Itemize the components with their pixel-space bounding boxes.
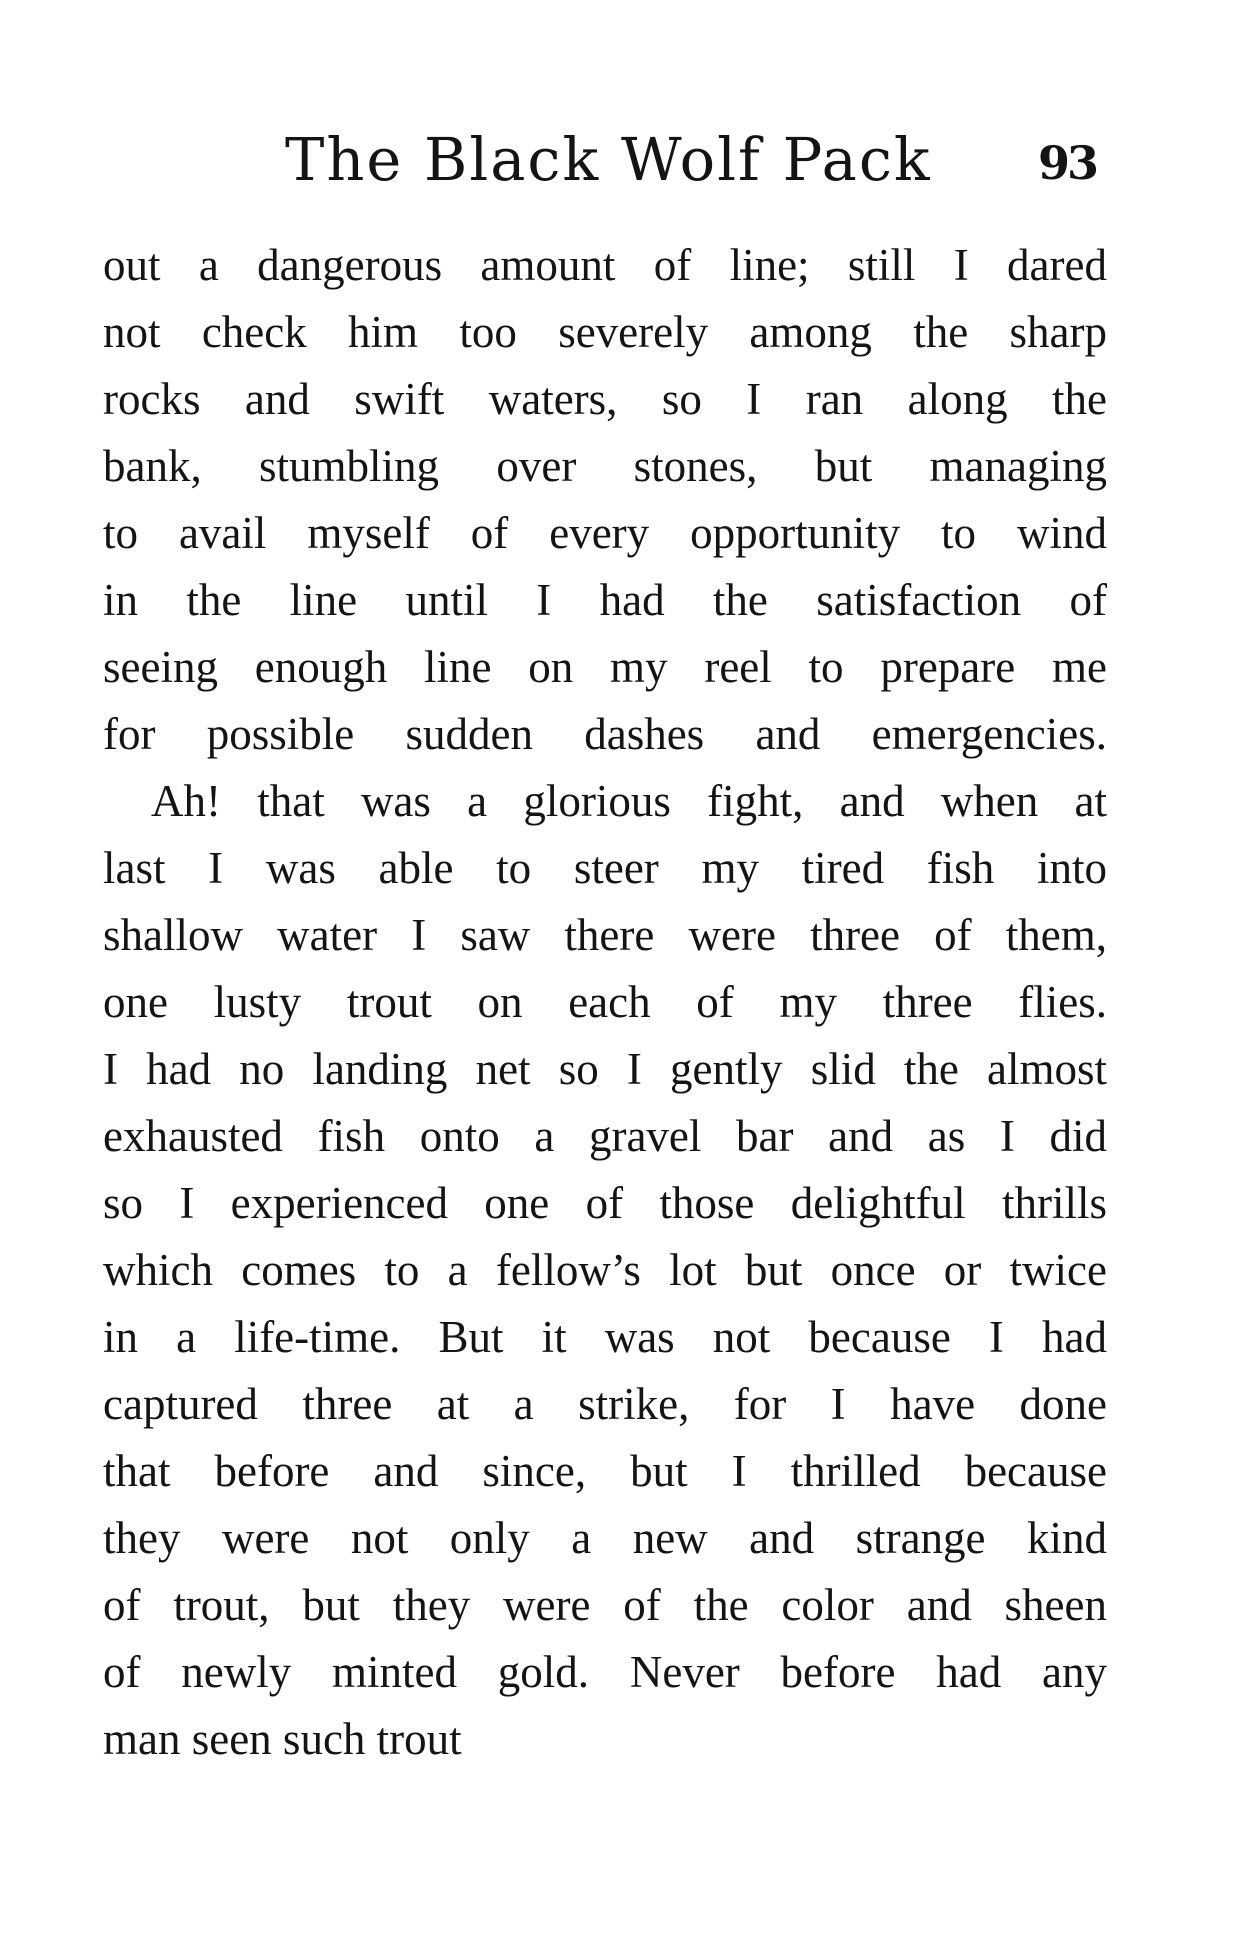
text-line: rocks and swift waters, so I ran along the — [103, 374, 1107, 424]
text-line: for possible sudden dashes and emergencies. — [103, 709, 1107, 759]
text-line: in the line until I had the satisfaction of — [103, 575, 1107, 625]
running-title: The Black Wolf Pack — [285, 125, 932, 194]
text-line: seeing enough line on my reel to prepare me — [103, 642, 1107, 692]
text-line: which comes to a fellow’s lot but once or twice — [103, 1245, 1107, 1295]
text-line: one lusty trout on each of my three flies. — [103, 977, 1107, 1027]
text-line: I had no landing net so I gently slid the almost — [103, 1044, 1107, 1094]
text-line: of trout, but they were of the color and sheen — [103, 1580, 1107, 1630]
text-line: shallow water I saw there were three of them, — [103, 910, 1107, 960]
text-line: last I was able to steer my tired fish into — [103, 843, 1107, 893]
text-line: of newly minted gold. Never before had any — [103, 1647, 1107, 1697]
text-line: they were not only a new and strange kind — [103, 1513, 1107, 1563]
text-line: captured three at a strike, for I have done — [103, 1379, 1107, 1429]
body-text — [103, 232, 1107, 1773]
page-number: 93 — [1038, 136, 1097, 190]
text-line-last: man seen such trout — [103, 1714, 462, 1764]
text-line: to avail myself of every opportunity to wind — [103, 508, 1107, 558]
text-line: not check him too severely among the sharp — [103, 307, 1107, 357]
text-line: in a life-time. But it was not because I had — [103, 1312, 1107, 1362]
text-line-paragraph-start: Ah! that was a glorious fight, and when at — [151, 776, 1107, 826]
text-line: that before and since, but I thrilled because — [103, 1446, 1107, 1496]
text-line: exhausted fish onto a gravel bar and as I did — [103, 1111, 1107, 1161]
text-line: bank, stumbling over stones, but managing — [103, 441, 1107, 491]
text-line: out a dangerous amount of line; still I dared — [103, 240, 1107, 290]
text-line: so I experienced one of those delightful thrills — [103, 1178, 1107, 1228]
